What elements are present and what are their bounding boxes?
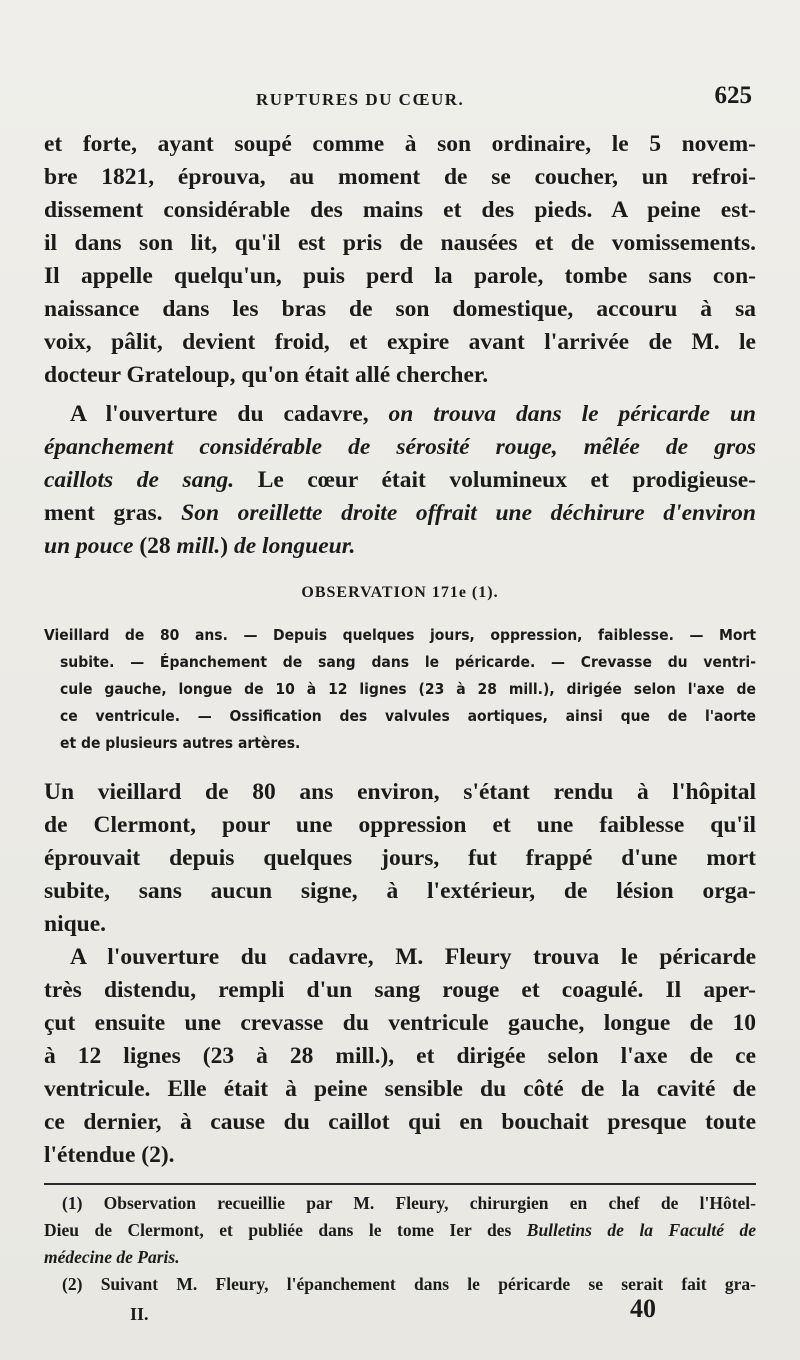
footnote-line: Dieu de Clermont, et publiée dans le tome Ier des Bulletins de la Faculté de xyxy=(44,1220,756,1240)
text-line: çut ensuite une crevasse du ventricule gauche, longue de 10 xyxy=(44,1010,756,1036)
text-line: ce dernier, à cause du caillot qui en bouchait presque toute xyxy=(44,1109,756,1135)
footnote-divider xyxy=(44,1183,756,1185)
text-line: voix, pâlit, devient froid, et expire avant l'arrivée de M. le xyxy=(44,329,756,355)
text-line: dissement considérable des mains et des pieds. A peine est- xyxy=(44,197,756,223)
text-line: Un vieillard de 80 ans environ, s'étant rendu à l'hôpital xyxy=(44,779,756,805)
text-line: à 12 lignes (23 à 28 mill.), et dirigée selon l'axe de ce xyxy=(44,1043,756,1069)
text-line: un pouce (28 mill.) de longueur. xyxy=(44,533,356,559)
text-line: docteur Grateloup, qu'on était allé chercher. xyxy=(44,362,489,388)
text-line: ment gras. Son oreillette droite offrait une déchirure d'environ xyxy=(44,500,756,526)
signature-mark: II. xyxy=(130,1304,149,1324)
summary-line: et de plusieurs autres artères. xyxy=(60,734,301,752)
folio-number: 40 xyxy=(630,1294,656,1323)
text-line: bre 1821, éprouva, au moment de se coucher, un refroi- xyxy=(44,164,756,190)
summary-line: cule gauche, longue de 10 à 12 lignes (23 à 28 mill.), dirigée selon l'axe de xyxy=(60,680,756,698)
page-number: 625 xyxy=(714,82,752,109)
text-line: très distendu, rempli d'un sang rouge et coagulé. Il aper- xyxy=(44,977,756,1003)
text-line: éprouvait depuis quelques jours, fut frappé d'une mort xyxy=(44,845,756,871)
page-header xyxy=(44,84,756,118)
text-line: Il appelle quelqu'un, puis perd la parole, tombe sans con- xyxy=(44,263,756,289)
summary-line: ce ventricule. — Ossification des valvules aortiques, ainsi que de l'aorte xyxy=(60,707,756,725)
observation-title: OBSERVATION 171e (1). xyxy=(301,584,499,601)
text-line: et forte, ayant soupé comme à son ordinaire, le 5 novem- xyxy=(44,131,756,157)
text-line: A l'ouverture du cadavre, on trouva dans le péricarde un xyxy=(70,401,756,427)
summary-line: Vieillard de 80 ans. — Depuis quelques jours, oppression, faiblesse. — Mort xyxy=(44,626,756,644)
footnotes xyxy=(44,1190,756,1298)
summary-line: subite. — Épanchement de sang dans le péricarde. — Crevasse du ventri- xyxy=(60,653,756,671)
text-line: caillots de sang. Le cœur était volumineux et prodigieuse- xyxy=(44,467,756,493)
paragraph-case-continuation xyxy=(44,128,756,392)
paragraph-autopsy-1 xyxy=(44,398,756,563)
footnote-line: (2) Suivant M. Fleury, l'épanchement dans le péricarde se serait fait gra- xyxy=(62,1274,756,1294)
footnote-line: médecine de Paris. xyxy=(44,1247,180,1267)
text-line: épanchement considérable de sérosité rouge, mêlée de gros xyxy=(44,434,756,460)
running-title: RUPTURES DU CŒUR. xyxy=(256,90,465,109)
observation-summary xyxy=(44,622,756,757)
text-line: il dans son lit, qu'il est pris de nausées et de vomissements. xyxy=(44,230,756,256)
text-line: naissance dans les bras de son domestique, accouru à sa xyxy=(44,296,756,322)
text-line: A l'ouverture du cadavre, M. Fleury trouva le péricarde xyxy=(70,944,756,970)
text-line: nique. xyxy=(44,911,107,937)
text-line: ventricule. Elle était à peine sensible du côté de la cavité de xyxy=(44,1076,756,1102)
text-line: de Clermont, pour une oppression et une faiblesse qu'il xyxy=(44,812,756,838)
paragraph-case-171 xyxy=(44,776,756,1172)
text-line: subite, sans aucun signe, à l'extérieur, de lésion orga- xyxy=(44,878,756,904)
text-line: l'étendue (2). xyxy=(44,1142,175,1168)
footnote-line: (1) Observation recueillie par M. Fleury, chirurgien en chef de l'Hôtel- xyxy=(62,1193,756,1213)
